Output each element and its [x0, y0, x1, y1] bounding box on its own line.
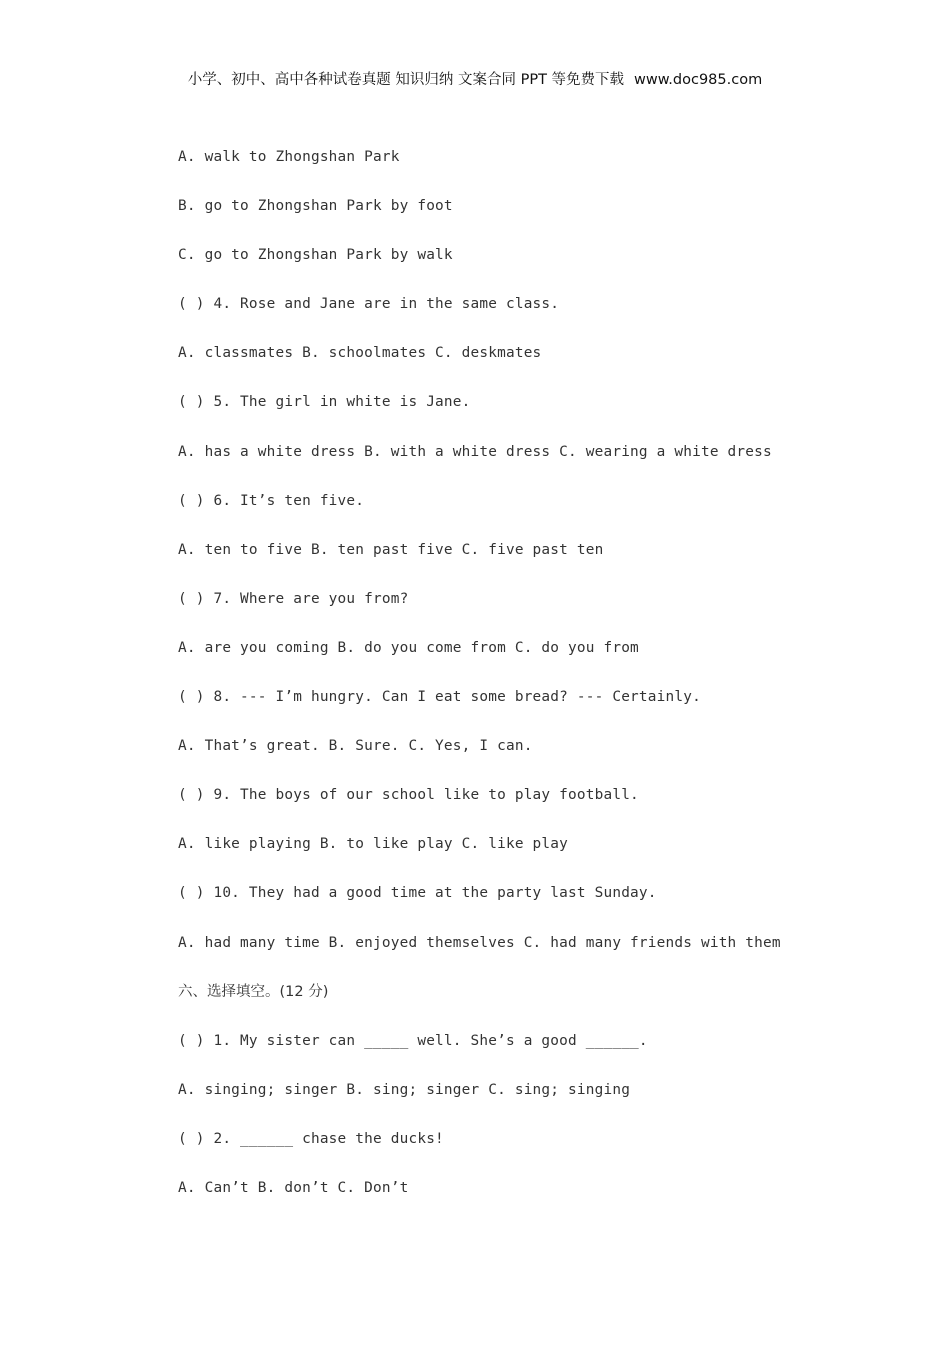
option-line-q3-c: C. go to Zhongshan Park by walk: [178, 247, 453, 264]
fill-options-line-1: A. singing; singer B. sing; singer C. sing; singing: [178, 1081, 631, 1098]
options-line-6: A. ten to five B. ten past five C. five past ten: [178, 541, 604, 558]
question-line-10: ( ) 10. They had a good time at the party last Sunday.: [178, 885, 657, 902]
header-title: 小学、初中、高中各种试卷真题 知识归纳 文案合同 PPT 等免费下载: [187, 72, 625, 88]
options-line-5: A. has a white dress B. with a white dress C. wearing a white dress: [178, 443, 772, 460]
options-line-4: A. classmates B. schoolmates C. deskmates: [178, 345, 542, 362]
options-line-7: A. are you coming B. do you come from C. do you from: [178, 639, 639, 656]
question-line-9: ( ) 9. The boys of our school like to play football.: [178, 787, 639, 804]
question-line-6: ( ) 6. It’s ten five.: [178, 492, 365, 509]
question-line-8: ( ) 8. --- I’m hungry. Can I eat some bread? --- Certainly.: [178, 689, 701, 706]
options-line-8: A. That’s great. B. Sure. C. Yes, I can.: [178, 738, 533, 755]
option-line-q3-a: A. walk to Zhongshan Park: [178, 149, 400, 165]
fill-question-line-1: ( ) 1. My sister can _____ well. She’s a good ______.: [178, 1032, 648, 1049]
question-line-5: ( ) 5. The girl in white is Jane.: [178, 394, 471, 411]
header-site-link[interactable]: www.doc985.com: [634, 72, 763, 88]
question-list: [178, 145, 918, 1225]
option-line-q3-b: B. go to Zhongshan Park by foot: [178, 198, 453, 215]
fill-options-line-2: A. Can’t B. don’t C. Don’t: [178, 1179, 409, 1196]
section-heading-6: 六、选择填空。(12 分): [178, 983, 329, 1000]
fill-question-line-2: ( ) 2. ______ chase the ducks!: [178, 1130, 444, 1147]
page-header: [0, 68, 950, 89]
options-line-10: A. had many time B. enjoyed themselves C. had many friends with them: [178, 934, 781, 951]
question-line-4: ( ) 4. Rose and Jane are in the same class.: [178, 296, 560, 313]
question-line-7: ( ) 7. Where are you from?: [178, 590, 409, 607]
options-line-9: A. like playing B. to like play C. like play: [178, 836, 569, 853]
